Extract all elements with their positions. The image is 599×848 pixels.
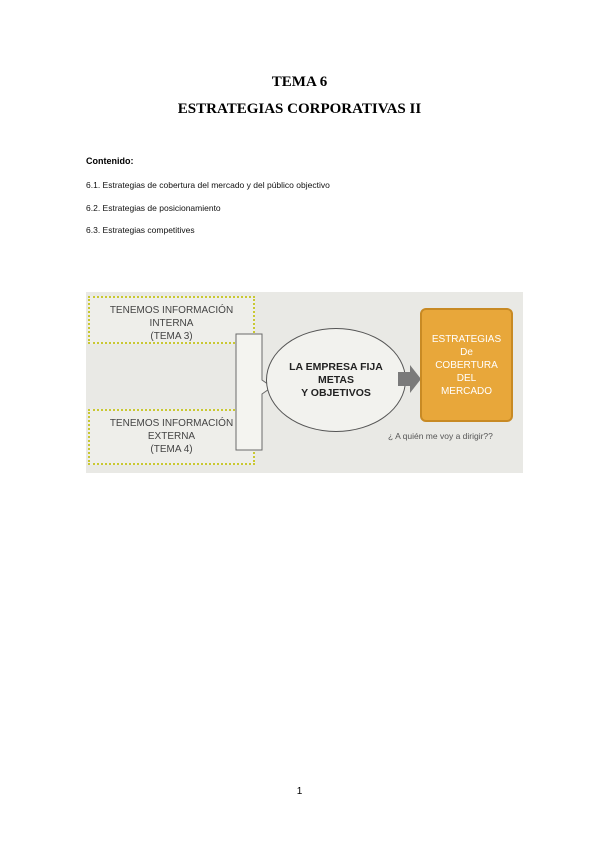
internal-info-line: TENEMOS INFORMACIÓN	[109, 305, 234, 316]
strategy-diagram	[86, 292, 523, 473]
page-number: 1	[296, 786, 303, 797]
company-goals-line: Y OBJETIVOS	[301, 386, 371, 399]
coverage-strategy-line: De	[460, 346, 473, 358]
contents-item: 6.2. Estrategias de posicionamiento	[86, 203, 221, 213]
contents-item: 6.1. Estrategias de cobertura del mercado y del público objectivo	[86, 180, 330, 190]
coverage-strategy-line: ESTRATEGIAS	[431, 333, 502, 345]
target-question: ¿ A quién me voy a dirigir??	[388, 431, 493, 441]
coverage-strategy-line: COBERTURA	[435, 359, 498, 371]
external-info-line: (TEMA 4)	[150, 444, 193, 455]
company-goals-line: METAS	[318, 373, 354, 386]
coverage-strategy-box	[420, 308, 513, 422]
external-info-line: EXTERNA	[147, 431, 196, 442]
document-title: TEMA 6	[271, 74, 328, 90]
internal-info-box	[88, 296, 255, 344]
coverage-strategy-line: DEL	[456, 372, 477, 384]
external-info-box	[88, 409, 255, 465]
right-arrow-icon	[398, 364, 422, 394]
internal-info-line: (TEMA 3)	[150, 331, 193, 342]
company-goals-line: LA EMPRESA FIJA	[289, 360, 383, 373]
contents-item: 6.3. Estrategias competitives	[86, 225, 195, 235]
external-info-line: TENEMOS INFORMACIÓN	[109, 418, 234, 429]
internal-info-line: INTERNA	[149, 318, 194, 329]
coverage-strategy-line: MERCADO	[440, 385, 493, 397]
document-subtitle: ESTRATEGIAS CORPORATIVAS II	[177, 101, 422, 117]
company-goals-ellipse	[266, 328, 406, 432]
contents-heading: Contenido:	[86, 156, 134, 166]
